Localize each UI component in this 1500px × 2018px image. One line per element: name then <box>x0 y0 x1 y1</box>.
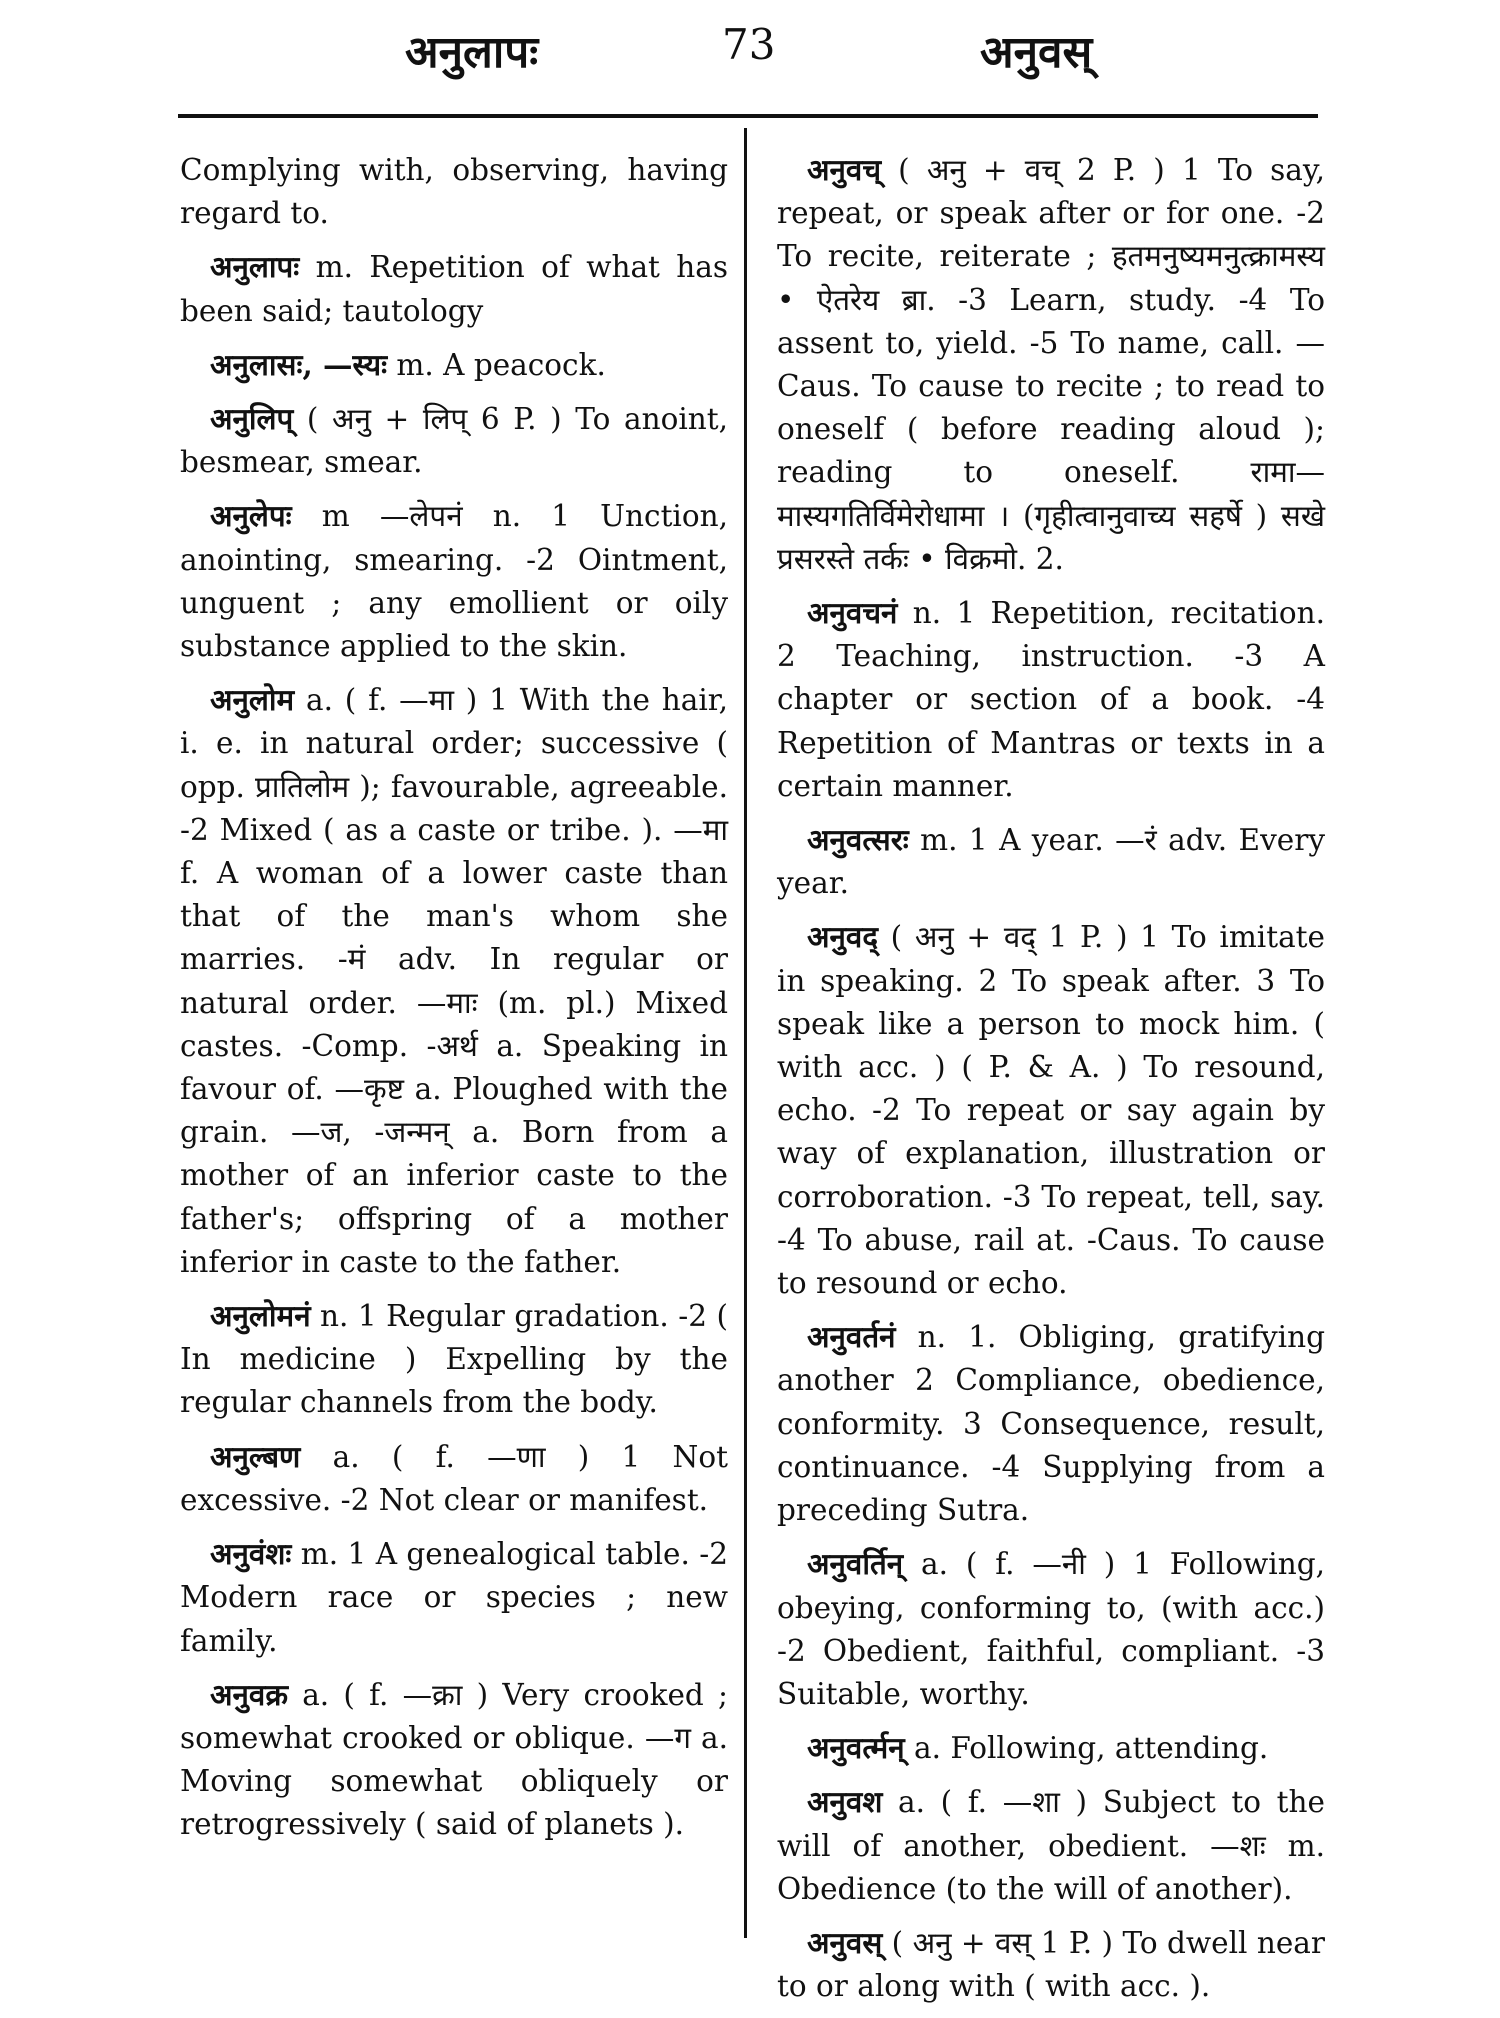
entry-headword: अनुलिप् <box>210 401 294 437</box>
entry-definition: m. A peacock. <box>387 347 606 382</box>
entry-headword: अनुलासः, —स्यः <box>210 346 388 382</box>
dictionary-entry <box>180 343 728 387</box>
dictionary-entry <box>180 678 728 1284</box>
entry-definition: n. 1. Obliging, gratifying another 2 Compliance, obedience, conformity. 3 Consequence, result, continuance. -4 Supplying from a preceding Sutra. <box>777 1320 1325 1528</box>
column-divider <box>744 128 747 1938</box>
entry-definition: n. 1 Repetition, recitation. 2 Teaching, instruction. -3 A chapter or section of a book. -4 Repetition of Mantras or texts in a certain manner. <box>777 596 1325 803</box>
entry-definition: m. 1 A year. —रं adv. Every year. <box>777 823 1325 901</box>
entry-definition: m. 1 A genealogical table. -2 Modern race or species ; new family. <box>180 1537 728 1658</box>
entry-headword: अनुवर्तिन् <box>807 1546 904 1582</box>
dictionary-entry <box>180 1435 728 1522</box>
dictionary-entry <box>777 1921 1325 2008</box>
entry-headword: अनुवर्तनं <box>807 1319 896 1355</box>
entry-definition: ( अनु + वद् 1 P. ) 1 To imitate in speaking. 2 To speak after. 3 To speak like a person to mock him. ( with acc. ) ( P. & A. ) To resound, echo. -2 To repeat or say again by way of explanation, illustration or corroboration. -3 To repeat, tell, say. -4 To abuse, rail at. -Caus. To cause to resound or echo. <box>777 920 1325 1301</box>
dictionary-entry <box>777 591 1325 808</box>
dictionary-entry <box>180 1673 728 1847</box>
dictionary-entry <box>777 1542 1325 1716</box>
entry-headword: अनुल्बण <box>210 1438 301 1474</box>
entry-definition: a. ( f. —मा ) 1 With the hair, i. e. in natural order; successive ( opp. प्रातिलोम ); favourable, agreeable. -2 Mixed ( as a caste or tribe. ). —मा f. A woman of a lower caste than that of the man's whom she marries. -मं adv. In regular or natural order. —माः (m. pl.) Mixed castes. -Comp. -अर्थ a. Speaking in favour of. —कृष्ट a. Ploughed with the grain. —ज, -जन्मन् a. Born from a mother of an inferior caste to the father's; offspring of a mother inferior in caste to the father. <box>180 683 728 1279</box>
dictionary-entry <box>180 397 728 484</box>
entry-definition: ( अनु + लिप् 6 P. ) To anoint, besmear, smear. <box>180 402 728 480</box>
entry-definition: a. ( f. —नी ) 1 Following, obeying, conforming to, (with acc.) -2 Obedient, faithful, compliant. -3 Suitable, worthy. <box>777 1547 1325 1711</box>
entry-headword: अनुवश <box>807 1784 883 1820</box>
page-number: 73 <box>722 20 776 69</box>
dictionary-entry <box>777 1780 1325 1911</box>
entry-headword: अनुवत्सरः <box>807 822 909 858</box>
dictionary-entry <box>180 148 728 235</box>
entry-definition: Complying with, observing, having regard to. <box>180 153 728 231</box>
entry-definition: ( अनु + वच् 2 P. ) 1 To say, repeat, or speak after or for one. -2 To recite, reiterate ; हतमनुष्यमनुत्क्रामस्य • ऐतरेय ब्रा. -3 Learn, study. -4 To assent to, yield. -5 To name, call. —Caus. To cause to recite ; to read to oneself ( before reading aloud ); reading to oneself. रामा—मास्यगतिर्विमेरोधामा । (गृहीत्वानुवाच्य सहर्षे ) सखे प्रसरस्ते तर्कः • विक्रमो. 2. <box>777 153 1325 576</box>
entry-headword: अनुलोमनं <box>210 1298 311 1334</box>
entry-headword: अनुवचनं <box>807 595 898 631</box>
dictionary-entry <box>777 915 1325 1305</box>
entry-headword: अनुलेपः <box>210 498 292 534</box>
entry-headword: अनुवद् <box>807 919 878 955</box>
entry-headword: अनुवर्त्मन् <box>807 1730 905 1766</box>
entry-definition: a. ( f. —क्रा ) Very crooked ; somewhat crooked or oblique. —ग a. Moving somewhat obliquely or retrogressively ( said of planets ). <box>180 1677 728 1842</box>
left-column <box>180 148 728 1857</box>
dictionary-entry <box>777 818 1325 905</box>
dictionary-entry <box>777 1315 1325 1532</box>
entry-headword: अनुवंशः <box>210 1536 292 1572</box>
dictionary-entry <box>777 148 1325 581</box>
entry-definition: n. 1 Regular gradation. -2 ( In medicine ) Expelling by the regular channels from the body. <box>180 1299 728 1420</box>
entry-definition: a. ( f. —शा ) Subject to the will of another, obedient. —शः m. Obedience (to the will of another). <box>777 1785 1325 1906</box>
entry-headword: अनुलोम <box>210 682 295 718</box>
entry-headword: अनुवस् <box>807 1924 883 1960</box>
entry-headword: अनुवच् <box>807 152 882 187</box>
entry-definition: m —लेपनं n. 1 Unction, anointing, smearing. -2 Ointment, unguent ; any emollient or oily substance applied to the skin. <box>180 499 728 664</box>
dictionary-entry <box>180 245 728 332</box>
header-left-word: अनुलापः <box>405 27 539 78</box>
header-rule <box>178 114 1318 118</box>
dictionary-entry <box>777 1726 1325 1770</box>
dictionary-entry <box>180 494 728 668</box>
entry-definition: a. Following, attending. <box>904 1731 1269 1766</box>
entry-definition: a. ( f. —णा ) 1 Not excessive. -2 Not clear or manifest. <box>180 1439 728 1517</box>
entry-headword: अनुवक्र <box>210 1676 288 1712</box>
entry-headword: अनुलापः <box>210 249 300 285</box>
right-column <box>777 148 1325 2018</box>
entry-definition: ( अनु + वस् 1 P. ) To dwell near to or along with ( with acc. ). <box>777 1925 1325 2004</box>
dictionary-entry <box>180 1532 728 1663</box>
entry-definition: m. Repetition of what has been said; tautology <box>180 250 728 328</box>
dictionary-entry <box>180 1294 728 1425</box>
header-right-word: अनुवस् <box>980 27 1093 78</box>
